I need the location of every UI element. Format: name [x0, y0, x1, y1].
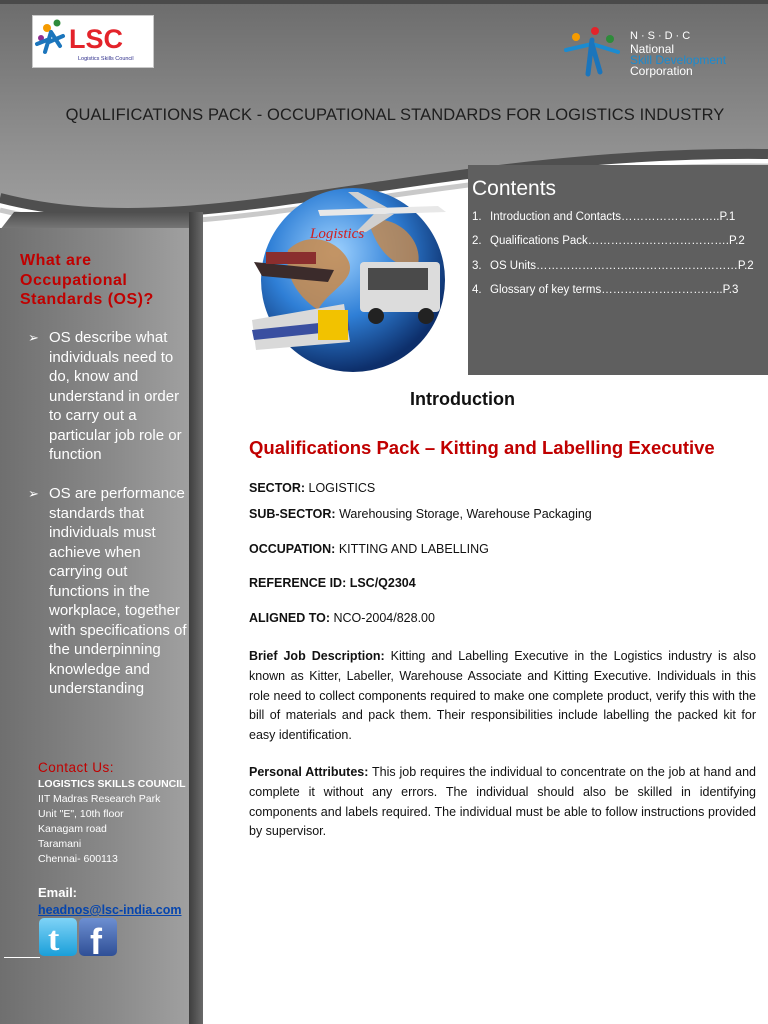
contents-item[interactable]: [472, 211, 735, 223]
contents-item[interactable]: [472, 235, 745, 247]
sidebar-edge: [189, 212, 203, 1024]
sector-field: [249, 481, 375, 495]
aligned-label: ALIGNED TO:: [249, 611, 331, 625]
contents-item-text: Glossary of key terms…………………………..P.3: [490, 284, 739, 296]
address-line: Unit "E", 10th floor: [38, 808, 124, 820]
address-line: IIT Madras Research Park: [38, 793, 161, 805]
contents-item-number: 4.: [472, 284, 482, 296]
personal-label: Personal Attributes:: [249, 765, 369, 779]
nsdc-figures-icon: [566, 27, 618, 74]
contents-item[interactable]: [472, 260, 754, 272]
sidebar-bullet: [28, 328, 188, 465]
nsdc-line-3: Corporation: [630, 64, 693, 78]
personal-text: This job requires the individual to concentrate on the job at hand and complete it without any errors. The individual should also be skilled in identifying components and labels required. The individual must be able to follow instructions provided by supervisor.: [249, 765, 756, 839]
contents-item-number: 1.: [472, 211, 482, 223]
contents-item-text: Introduction and Contacts……………………..P.1: [490, 211, 736, 223]
lsc-logo-subtext: Logistics Skills Council: [78, 56, 134, 62]
nsdc-line-2: Skill Development: [630, 53, 727, 67]
brief-label: Brief Job Description:: [249, 649, 385, 663]
logistics-globe-image: [248, 170, 468, 380]
sidebar-bullet-text: OS are performance standards that individuals must achieve when carrying out functions in the workplace, together with specifications of the underpinning knowledge and understanding: [49, 485, 187, 697]
sidebar-divider: [4, 957, 40, 958]
arrow-bullet-icon: ➢: [28, 486, 39, 501]
nsdc-letters: N·S·D·C: [630, 30, 694, 42]
aligned-value: NCO-2004/828.00: [330, 611, 435, 625]
address-line: Taramani: [38, 838, 82, 850]
address-line: Chennai- 600113: [38, 853, 118, 865]
contents-title: Contents: [472, 177, 557, 200]
contents-item[interactable]: [472, 284, 738, 296]
sector-label: SECTOR:: [249, 481, 306, 495]
nsdc-line-1: National: [630, 42, 675, 56]
aligned-field: [249, 611, 435, 625]
contents-item-number: 3.: [472, 260, 482, 272]
contents-item-text: Qualifications Pack……………………………….P.2: [490, 235, 745, 247]
reference-field: [249, 576, 416, 590]
email-link[interactable]: headnos@lsc-india.com: [38, 903, 182, 917]
subsector-label: SUB-SECTOR:: [249, 507, 336, 521]
arrow-bullet-icon: ➢: [28, 330, 39, 345]
lsc-logo-text: LSC: [69, 24, 123, 54]
qualifications-pack-title: Qualifications Pack – Kitting and Labelling Executive: [249, 437, 715, 458]
brief-job-description: [249, 647, 756, 746]
email-label: Email:: [38, 885, 78, 900]
os-heading: What are Occupational Standards (OS)?: [20, 252, 154, 308]
lsc-logo: [32, 15, 154, 68]
svg-text:f: f: [90, 921, 102, 956]
globe-caption: Logistics: [310, 226, 365, 242]
subsector-value: Warehousing Storage, Warehouse Packaging: [335, 507, 592, 521]
reference-id: REFERENCE ID: LSC/Q2304: [249, 576, 416, 590]
page-title: QUALIFICATIONS PACK - OCCUPATIONAL STANDARDS FOR LOGISTICS INDUSTRY: [65, 106, 725, 124]
facebook-icon[interactable]: [79, 918, 117, 956]
sector-value: LOGISTICS: [305, 481, 376, 495]
svg-text:t: t: [48, 921, 60, 956]
occupation-value: KITTING AND LABELLING: [335, 542, 489, 556]
personal-attributes: [249, 763, 756, 842]
twitter-icon[interactable]: [39, 918, 77, 956]
contact-org: LOGISTICS SKILLS COUNCIL: [38, 778, 186, 790]
brief-text: Kitting and Labelling Executive in the Logistics industry is also known as Kitter, Labeller, Warehouse Associate and Kitting Executive. Individuals in this role need to collect components required to make one complete product, verify this with the bill of materials and pack them. Their responsibilities include labelling the packed kit for easy identification.: [249, 649, 756, 743]
contact-address: [38, 777, 186, 867]
nsdc-logo: [562, 26, 758, 82]
introduction-heading: Introduction: [410, 389, 515, 409]
sidebar-bullet: [28, 484, 188, 699]
occupation-field: [249, 542, 489, 556]
contents-panel: [468, 165, 768, 375]
contact-label: Contact Us:: [38, 760, 115, 775]
contents-item-text: OS Units……………………..………………………P.2: [490, 260, 754, 272]
occupation-label: OCCUPATION:: [249, 542, 336, 556]
sidebar-bullet-text: OS describe what individuals need to do, know and understand in order to carry out a particular job role or function: [49, 329, 182, 463]
address-line: Kanagam road: [38, 823, 107, 835]
contents-item-number: 2.: [472, 235, 482, 247]
subsector-field: [249, 507, 592, 521]
